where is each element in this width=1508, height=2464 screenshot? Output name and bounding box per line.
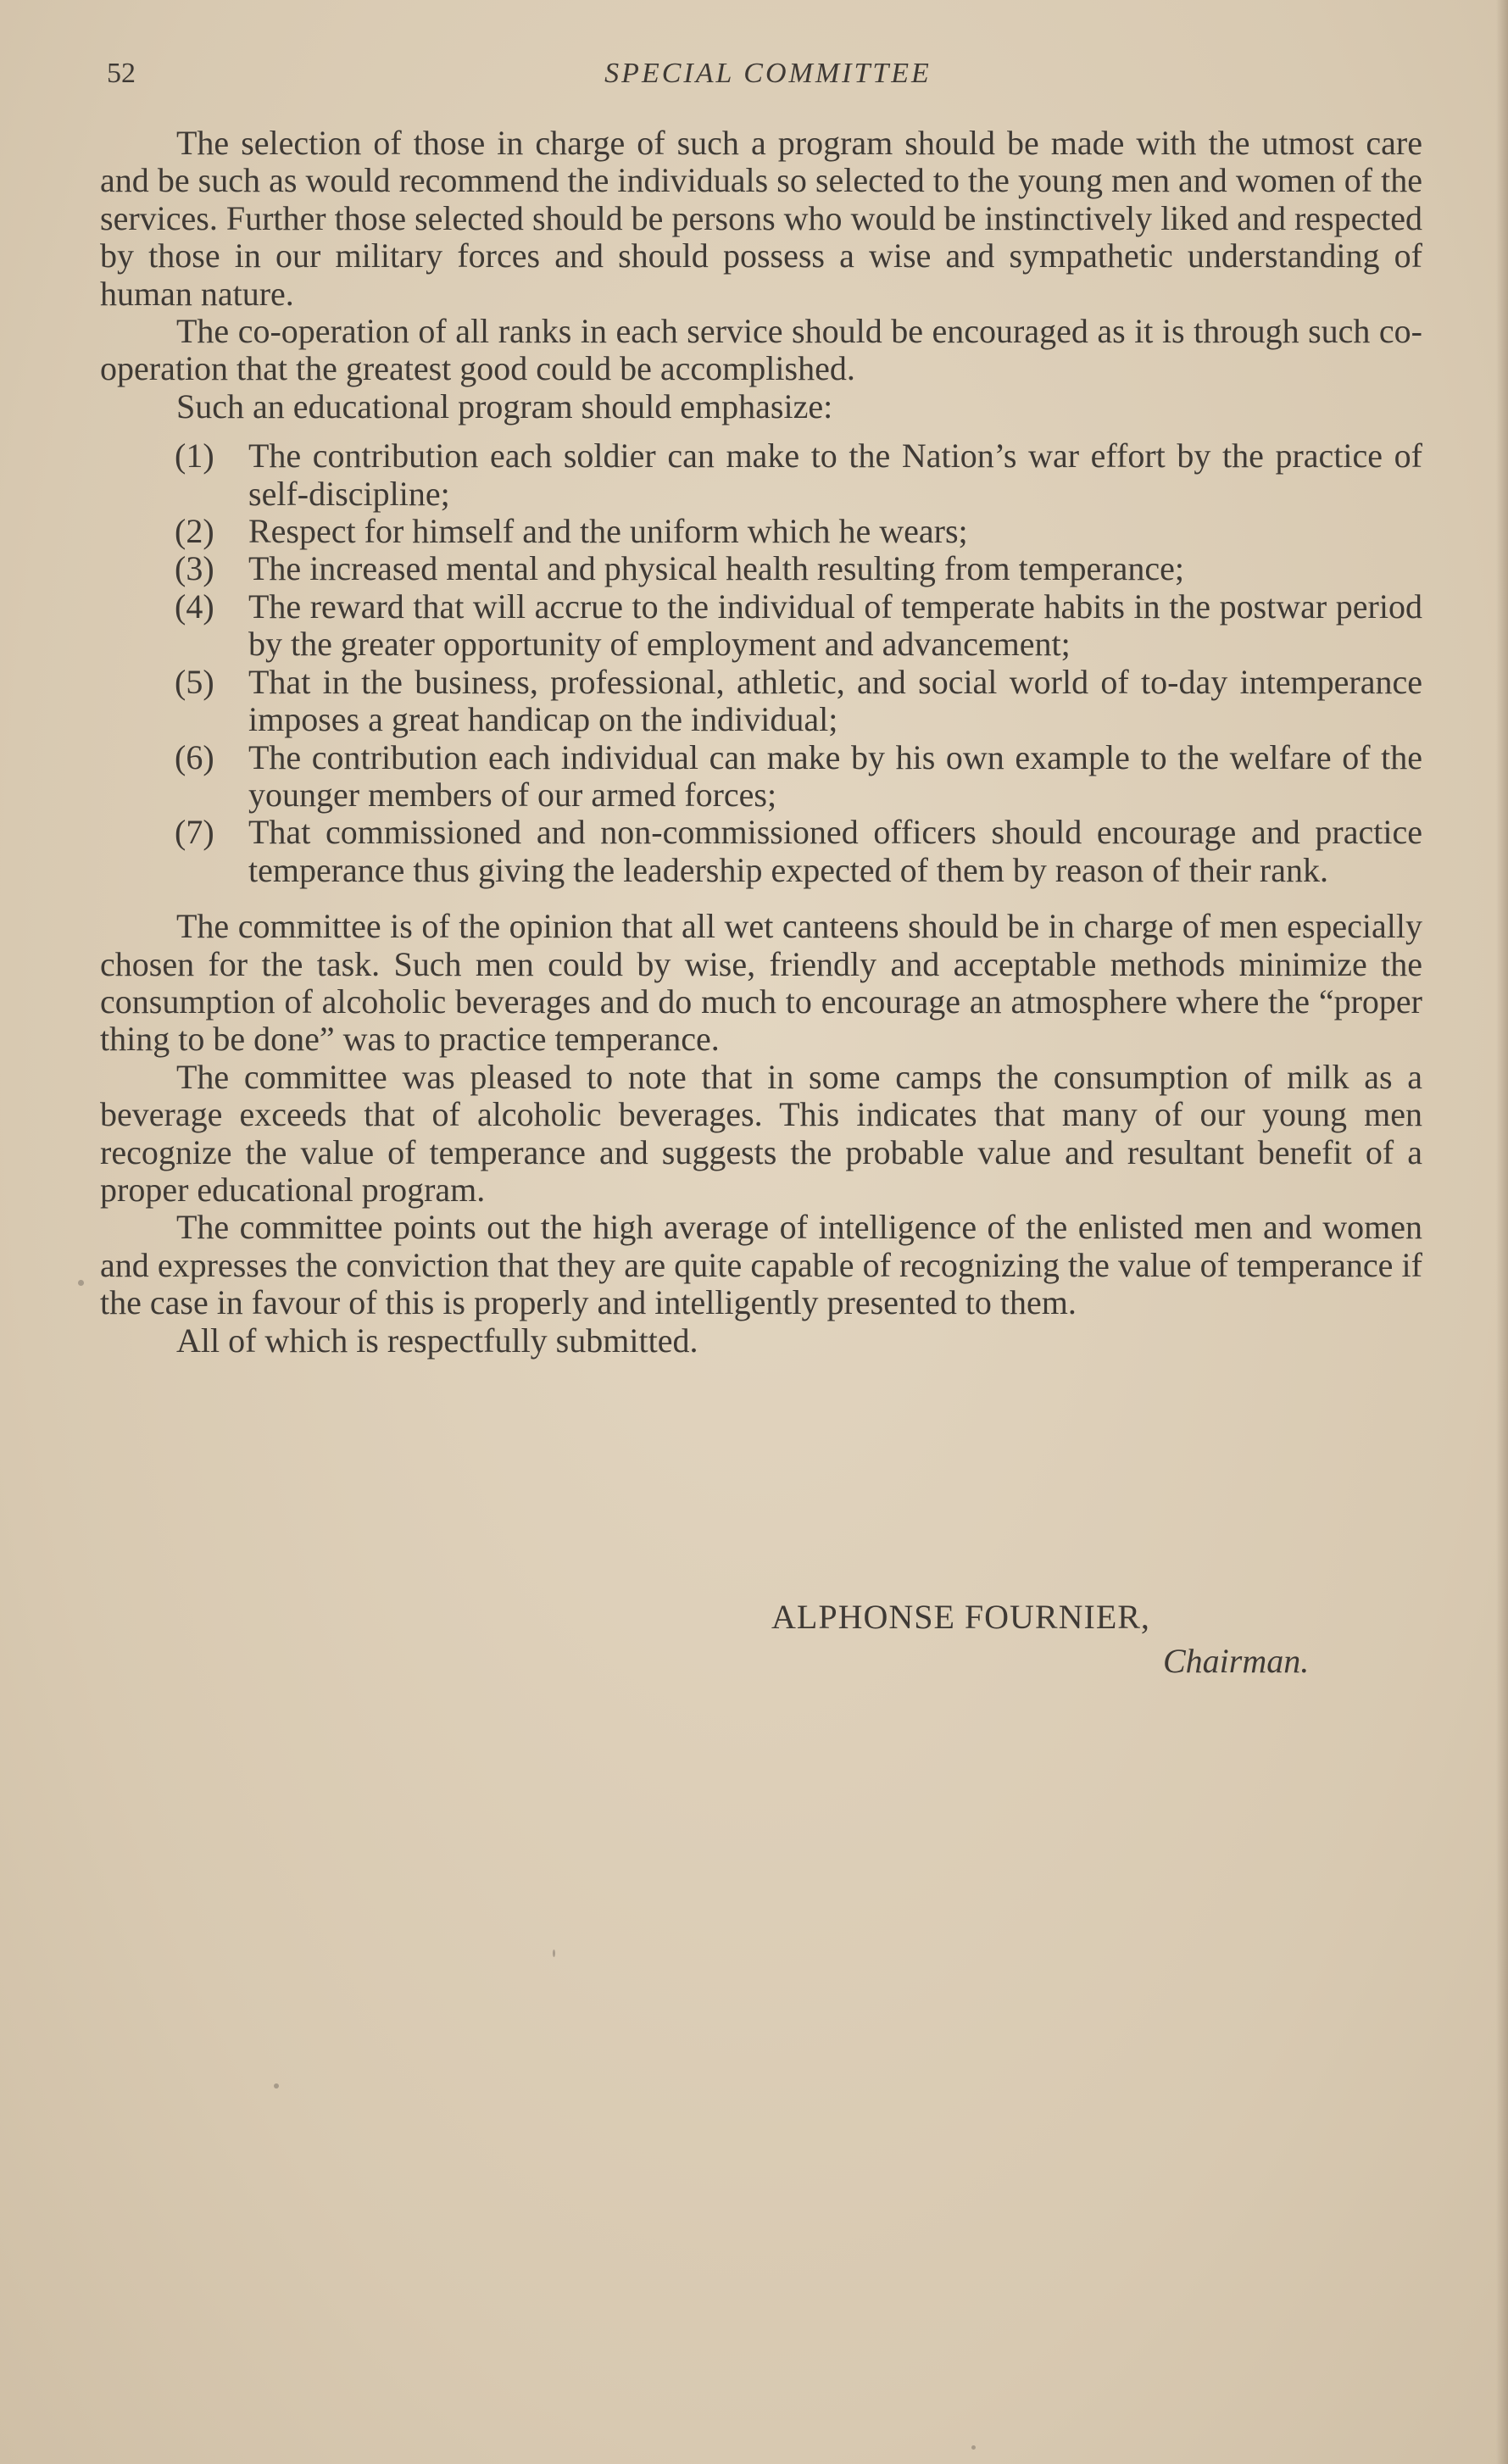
signatory-title: Chairman. (1163, 1642, 1310, 1680)
page-header (107, 58, 1429, 100)
page-number: 52 (107, 58, 136, 89)
list-item (100, 437, 1422, 513)
list-item-text: The increased mental and physical health resulting from temperance; (248, 549, 1185, 588)
list-item (100, 664, 1422, 739)
list-item (100, 513, 1422, 550)
list-item-number: (5) (175, 662, 214, 701)
list-item-text: The contribution each soldier can make to the Nation’s war effort by the practice of self-discipline; (248, 437, 1422, 513)
list-item-number: (2) (175, 512, 214, 551)
list-item-number: (7) (175, 813, 214, 852)
document-body (100, 125, 1422, 1360)
paragraph-milk-consumption: The committee was pleased to note that in some camps the consumption of milk as a beverage exceeds that of alcoholic beverages. This indicates that many of our young men recognize the value of temperance and suggests the probable value and resultant benefit of a proper educational program. (100, 1057, 1422, 1209)
list-item-text: That commissioned and non-commissioned officers should encourage and practice temperance thus giving the leadership expected of them by reason of their rank. (248, 813, 1422, 889)
list-item-number: (6) (175, 737, 214, 776)
list-item-text: The reward that will accrue to the individual of temperate habits in the postwar period by the greater opportunity of employment and advancement; (248, 587, 1422, 664)
list-item (100, 739, 1422, 815)
paper-speck (78, 1280, 84, 1286)
paper-speck (274, 2083, 279, 2089)
list-item-number: (4) (175, 587, 214, 626)
list-item-text: That in the business, professional, athletic, and social world of to-day intemperance imposes a great handicap on the individual; (248, 662, 1422, 739)
paragraph-intelligence: The committee points out the high average of intelligence of the enlisted men and women and expresses the conviction that they are quite capable of recognizing the value of temperance if the case in favour of this is properly and intelligently presented to them. (100, 1208, 1422, 1322)
list-item-number: (3) (175, 549, 214, 588)
list-item-text: The contribution each individual can make by his own example to the welfare of the younger members of our armed forces; (248, 737, 1422, 814)
page-edge-shadow (1496, 0, 1508, 2464)
list-item-text: Respect for himself and the uniform which he wears; (248, 512, 968, 551)
paragraph-cooperation: The co-operation of all ranks in each service should be encouraged as it is through such co-operation that the greatest good could be accomplished. (100, 312, 1422, 388)
paragraph-submitted: All of which is respectfully submitted. (176, 1321, 698, 1360)
list-item (100, 550, 1422, 587)
list-item-number: (1) (175, 437, 214, 476)
paragraph-selection: The selection of those in charge of such a program should be made with the utmost care and be such as would recommend the individuals so selected to the young men and women of the services. Further those selected should be persons who would be instinctively liked and respected by those in our military forces and should possess a wise and sympathetic understanding of human nature. (100, 124, 1422, 313)
signature-block (771, 1595, 1365, 1683)
list-item (100, 588, 1422, 664)
emphasis-list (100, 437, 1422, 889)
paragraph-wet-canteens: The committee is of the opinion that all wet canteens should be in charge of men especially chosen for the task. Such men could by wise, friendly and acceptable methods minimize the consumption of alcoholic beverages and do much to encourage an atmosphere where the “proper thing to be done” was to practice temperance. (100, 907, 1422, 1059)
running-title: SPECIAL COMMITTEE (604, 58, 932, 89)
signatory-name: ALPHONSE FOURNIER, (771, 1598, 1150, 1636)
paragraph-emphasize: Such an educational program should emphasize: (176, 387, 833, 425)
paper-speck (971, 2445, 976, 2450)
list-item (100, 814, 1422, 889)
paper-speck (553, 1950, 555, 1957)
